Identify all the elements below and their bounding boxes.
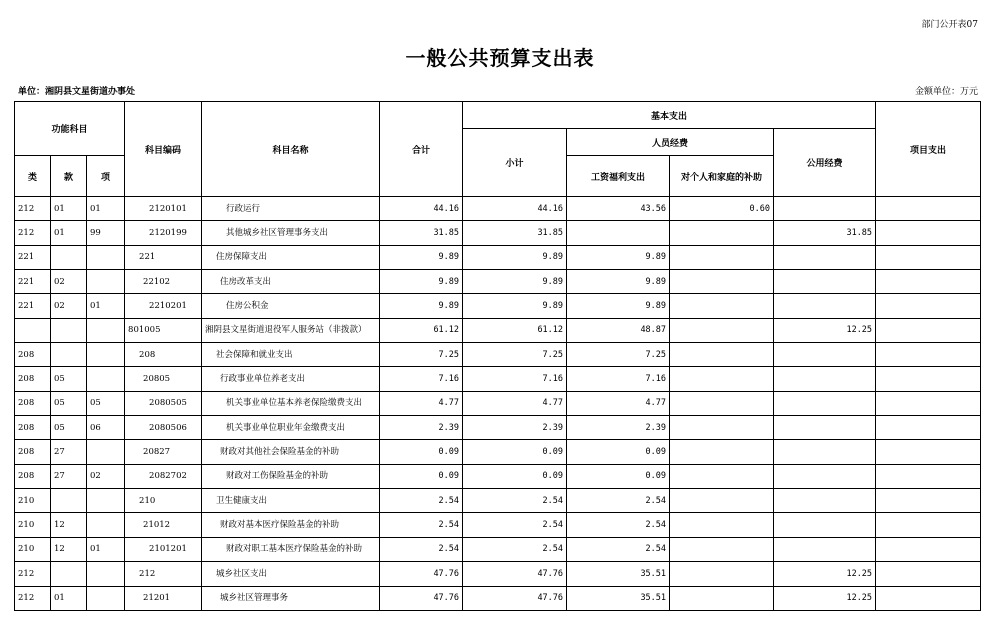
cell-subject-code: 2101201 (125, 537, 202, 561)
cell-section: 01 (51, 221, 87, 245)
cell-item: 01 (87, 537, 125, 561)
cell-wages: 0.09 (567, 440, 670, 464)
table-row (15, 416, 981, 440)
cell-public-cost: 12.25 (774, 318, 876, 342)
cell-section (51, 343, 87, 367)
cell-subtotal: 7.16 (463, 367, 567, 391)
document-code: 部门公开表07 (921, 20, 978, 30)
cell-subtotal: 0.09 (463, 440, 567, 464)
cell-subtotal: 0.09 (463, 464, 567, 488)
cell-category: 208 (15, 391, 51, 415)
cell-item: 05 (87, 391, 125, 415)
table-row (15, 367, 981, 391)
cell-subject-code: 21012 (125, 513, 202, 537)
cell-project (876, 343, 981, 367)
cell-subject-name: 机关事业单位基本养老保险缴费支出 (202, 391, 380, 415)
cell-project (876, 221, 981, 245)
cell-subject-name: 财政对其他社会保险基金的补助 (202, 440, 380, 464)
cell-total: 61.12 (380, 318, 463, 342)
cell-category (15, 318, 51, 342)
cell-total: 31.85 (380, 221, 463, 245)
cell-wages: 9.89 (567, 294, 670, 318)
cell-category: 208 (15, 343, 51, 367)
cell-total: 9.89 (380, 245, 463, 269)
cell-item: 01 (87, 197, 125, 221)
cell-wages: 48.87 (567, 318, 670, 342)
cell-category: 208 (15, 440, 51, 464)
cell-total: 0.09 (380, 464, 463, 488)
cell-subject-code: 2080506 (125, 416, 202, 440)
cell-item: 99 (87, 221, 125, 245)
cell-subtotal: 2.54 (463, 537, 567, 561)
cell-wages (567, 221, 670, 245)
cell-total: 2.54 (380, 513, 463, 537)
cell-project (876, 294, 981, 318)
cell-subject-code: 2082702 (125, 464, 202, 488)
cell-subject-code: 2120101 (125, 197, 202, 221)
cell-public-cost (774, 537, 876, 561)
cell-wages: 7.16 (567, 367, 670, 391)
table-row (15, 343, 981, 367)
cell-subsidy (670, 367, 774, 391)
cell-project (876, 270, 981, 294)
cell-item: 01 (87, 294, 125, 318)
header-wages-welfare: 工资福利支出 (567, 156, 670, 197)
cell-subject-code: 221 (125, 245, 202, 269)
cell-total: 2.54 (380, 537, 463, 561)
table-row (15, 391, 981, 415)
table-row (15, 221, 981, 245)
cell-subsidy (670, 318, 774, 342)
cell-subtotal: 7.25 (463, 343, 567, 367)
cell-subject-name: 住房保障支出 (202, 245, 380, 269)
cell-public-cost (774, 343, 876, 367)
cell-section: 05 (51, 367, 87, 391)
table-row (15, 294, 981, 318)
cell-project (876, 440, 981, 464)
cell-subsidy: 0.60 (670, 197, 774, 221)
cell-total: 9.89 (380, 294, 463, 318)
cell-public-cost: 31.85 (774, 221, 876, 245)
cell-subsidy (670, 464, 774, 488)
cell-wages: 2.54 (567, 537, 670, 561)
header-subject-code: 科目编码 (125, 102, 202, 197)
cell-wages: 43.56 (567, 197, 670, 221)
cell-public-cost (774, 513, 876, 537)
cell-subtotal: 44.16 (463, 197, 567, 221)
cell-item: 06 (87, 416, 125, 440)
cell-subsidy (670, 586, 774, 610)
table-row (15, 440, 981, 464)
cell-subtotal: 2.54 (463, 489, 567, 513)
cell-subsidy (670, 562, 774, 586)
cell-category: 210 (15, 489, 51, 513)
cell-section: 02 (51, 270, 87, 294)
cell-public-cost (774, 440, 876, 464)
cell-category: 210 (15, 513, 51, 537)
cell-public-cost (774, 294, 876, 318)
cell-subtotal: 4.77 (463, 391, 567, 415)
cell-wages: 35.51 (567, 562, 670, 586)
cell-category: 208 (15, 464, 51, 488)
table-row (15, 464, 981, 488)
cell-wages: 9.89 (567, 245, 670, 269)
cell-subject-name: 行政运行 (202, 197, 380, 221)
cell-subject-name: 卫生健康支出 (202, 489, 380, 513)
cell-subject-code: 2210201 (125, 294, 202, 318)
cell-public-cost: 12.25 (774, 586, 876, 610)
cell-section: 27 (51, 464, 87, 488)
header-public-cost: 公用经费 (774, 129, 876, 197)
cell-section: 01 (51, 197, 87, 221)
cell-subject-name: 城乡社区支出 (202, 562, 380, 586)
cell-subject-name: 住房公积金 (202, 294, 380, 318)
cell-subject-code: 22102 (125, 270, 202, 294)
cell-project (876, 416, 981, 440)
cell-subject-name: 住房改革支出 (202, 270, 380, 294)
cell-category: 221 (15, 294, 51, 318)
cell-section: 12 (51, 537, 87, 561)
cell-section: 05 (51, 416, 87, 440)
cell-item (87, 245, 125, 269)
cell-subject-name: 机关事业单位职业年金缴费支出 (202, 416, 380, 440)
cell-subject-name: 其他城乡社区管理事务支出 (202, 221, 380, 245)
cell-subsidy (670, 343, 774, 367)
currency-unit-label: 金额单位：万元 (914, 87, 978, 97)
header-subject-name: 科目名称 (202, 102, 380, 197)
cell-subject-code: 20805 (125, 367, 202, 391)
cell-wages: 2.54 (567, 513, 670, 537)
cell-section: 27 (51, 440, 87, 464)
cell-wages: 7.25 (567, 343, 670, 367)
cell-total: 9.89 (380, 270, 463, 294)
header-section: 款 (51, 156, 87, 197)
cell-project (876, 513, 981, 537)
cell-subtotal: 9.89 (463, 245, 567, 269)
page-title: 一般公共预算支出表 (405, 46, 595, 70)
cell-public-cost: 12.25 (774, 562, 876, 586)
cell-wages: 0.09 (567, 464, 670, 488)
cell-subject-code: 208 (125, 343, 202, 367)
cell-total: 47.76 (380, 586, 463, 610)
table-row (15, 513, 981, 537)
cell-subsidy (670, 416, 774, 440)
cell-subtotal: 9.89 (463, 294, 567, 318)
cell-public-cost (774, 197, 876, 221)
cell-subsidy (670, 294, 774, 318)
cell-section (51, 318, 87, 342)
table-row (15, 489, 981, 513)
cell-subject-code: 21201 (125, 586, 202, 610)
cell-subject-code: 2080505 (125, 391, 202, 415)
unit-label: 单位：湘阴县文星街道办事处 (18, 87, 136, 97)
cell-total: 2.39 (380, 416, 463, 440)
cell-subtotal: 47.76 (463, 586, 567, 610)
cell-total: 0.09 (380, 440, 463, 464)
cell-section: 12 (51, 513, 87, 537)
cell-item (87, 513, 125, 537)
cell-subject-name: 行政事业单位养老支出 (202, 367, 380, 391)
cell-item (87, 343, 125, 367)
cell-subject-name: 社会保障和就业支出 (202, 343, 380, 367)
cell-category: 212 (15, 586, 51, 610)
cell-subject-code: 212 (125, 562, 202, 586)
cell-section (51, 489, 87, 513)
budget-table (14, 101, 981, 611)
cell-subject-name: 城乡社区管理事务 (202, 586, 380, 610)
cell-subsidy (670, 270, 774, 294)
cell-section: 05 (51, 391, 87, 415)
cell-subject-code: 210 (125, 489, 202, 513)
cell-project (876, 489, 981, 513)
cell-subtotal: 9.89 (463, 270, 567, 294)
cell-subject-code: 2120199 (125, 221, 202, 245)
cell-subtotal: 31.85 (463, 221, 567, 245)
cell-section (51, 562, 87, 586)
cell-item (87, 270, 125, 294)
cell-item (87, 318, 125, 342)
cell-wages: 2.39 (567, 416, 670, 440)
table-row (15, 586, 981, 610)
cell-project (876, 197, 981, 221)
cell-project (876, 562, 981, 586)
cell-section: 02 (51, 294, 87, 318)
cell-subtotal: 47.76 (463, 562, 567, 586)
cell-subject-name: 湘阴县文星街道退役军人服务站（非拨款） (202, 318, 380, 342)
cell-project (876, 318, 981, 342)
header-household-subsidy: 对个人和家庭的补助 (670, 156, 774, 197)
table-row (15, 537, 981, 561)
cell-public-cost (774, 391, 876, 415)
cell-item (87, 586, 125, 610)
cell-public-cost (774, 270, 876, 294)
cell-category: 210 (15, 537, 51, 561)
cell-subsidy (670, 537, 774, 561)
table-row (15, 318, 981, 342)
cell-item (87, 440, 125, 464)
cell-public-cost (774, 464, 876, 488)
cell-total: 47.76 (380, 562, 463, 586)
header-function-subject: 功能科目 (15, 102, 125, 156)
cell-wages: 9.89 (567, 270, 670, 294)
cell-subject-name: 财政对基本医疗保险基金的补助 (202, 513, 380, 537)
cell-wages: 4.77 (567, 391, 670, 415)
cell-wages: 35.51 (567, 586, 670, 610)
cell-category: 212 (15, 197, 51, 221)
table-body (15, 197, 981, 611)
cell-subject-name: 财政对职工基本医疗保险基金的补助 (202, 537, 380, 561)
cell-item (87, 367, 125, 391)
cell-subject-code: 20827 (125, 440, 202, 464)
cell-section (51, 245, 87, 269)
cell-category: 212 (15, 562, 51, 586)
header-category: 类 (15, 156, 51, 197)
header-item: 项 (87, 156, 125, 197)
header-total: 合计 (380, 102, 463, 197)
cell-item (87, 489, 125, 513)
cell-project (876, 537, 981, 561)
cell-item (87, 562, 125, 586)
table-row (15, 245, 981, 269)
header-personnel-cost: 人员经费 (567, 129, 774, 156)
cell-public-cost (774, 367, 876, 391)
cell-public-cost (774, 489, 876, 513)
cell-project (876, 367, 981, 391)
cell-subtotal: 2.39 (463, 416, 567, 440)
cell-wages: 2.54 (567, 489, 670, 513)
header-basic-expenditure: 基本支出 (463, 102, 876, 129)
cell-subsidy (670, 221, 774, 245)
cell-project (876, 391, 981, 415)
cell-total: 44.16 (380, 197, 463, 221)
cell-subsidy (670, 245, 774, 269)
cell-subsidy (670, 513, 774, 537)
cell-subject-code: 801005 (125, 318, 202, 342)
cell-total: 2.54 (380, 489, 463, 513)
table-header (15, 102, 981, 197)
cell-subject-name: 财政对工伤保险基金的补助 (202, 464, 380, 488)
cell-total: 7.16 (380, 367, 463, 391)
cell-category: 208 (15, 416, 51, 440)
cell-category: 208 (15, 367, 51, 391)
cell-project (876, 586, 981, 610)
cell-total: 7.25 (380, 343, 463, 367)
cell-subtotal: 61.12 (463, 318, 567, 342)
header-subtotal: 小计 (463, 129, 567, 197)
cell-subsidy (670, 440, 774, 464)
cell-project (876, 464, 981, 488)
cell-subsidy (670, 489, 774, 513)
cell-section: 01 (51, 586, 87, 610)
cell-category: 212 (15, 221, 51, 245)
cell-category: 221 (15, 270, 51, 294)
table-row (15, 197, 981, 221)
cell-subtotal: 2.54 (463, 513, 567, 537)
cell-public-cost (774, 416, 876, 440)
header-project-expenditure: 项目支出 (876, 102, 981, 197)
table-row (15, 270, 981, 294)
cell-category: 221 (15, 245, 51, 269)
cell-project (876, 245, 981, 269)
cell-item: 02 (87, 464, 125, 488)
cell-public-cost (774, 245, 876, 269)
cell-subsidy (670, 391, 774, 415)
cell-total: 4.77 (380, 391, 463, 415)
table-row (15, 562, 981, 586)
